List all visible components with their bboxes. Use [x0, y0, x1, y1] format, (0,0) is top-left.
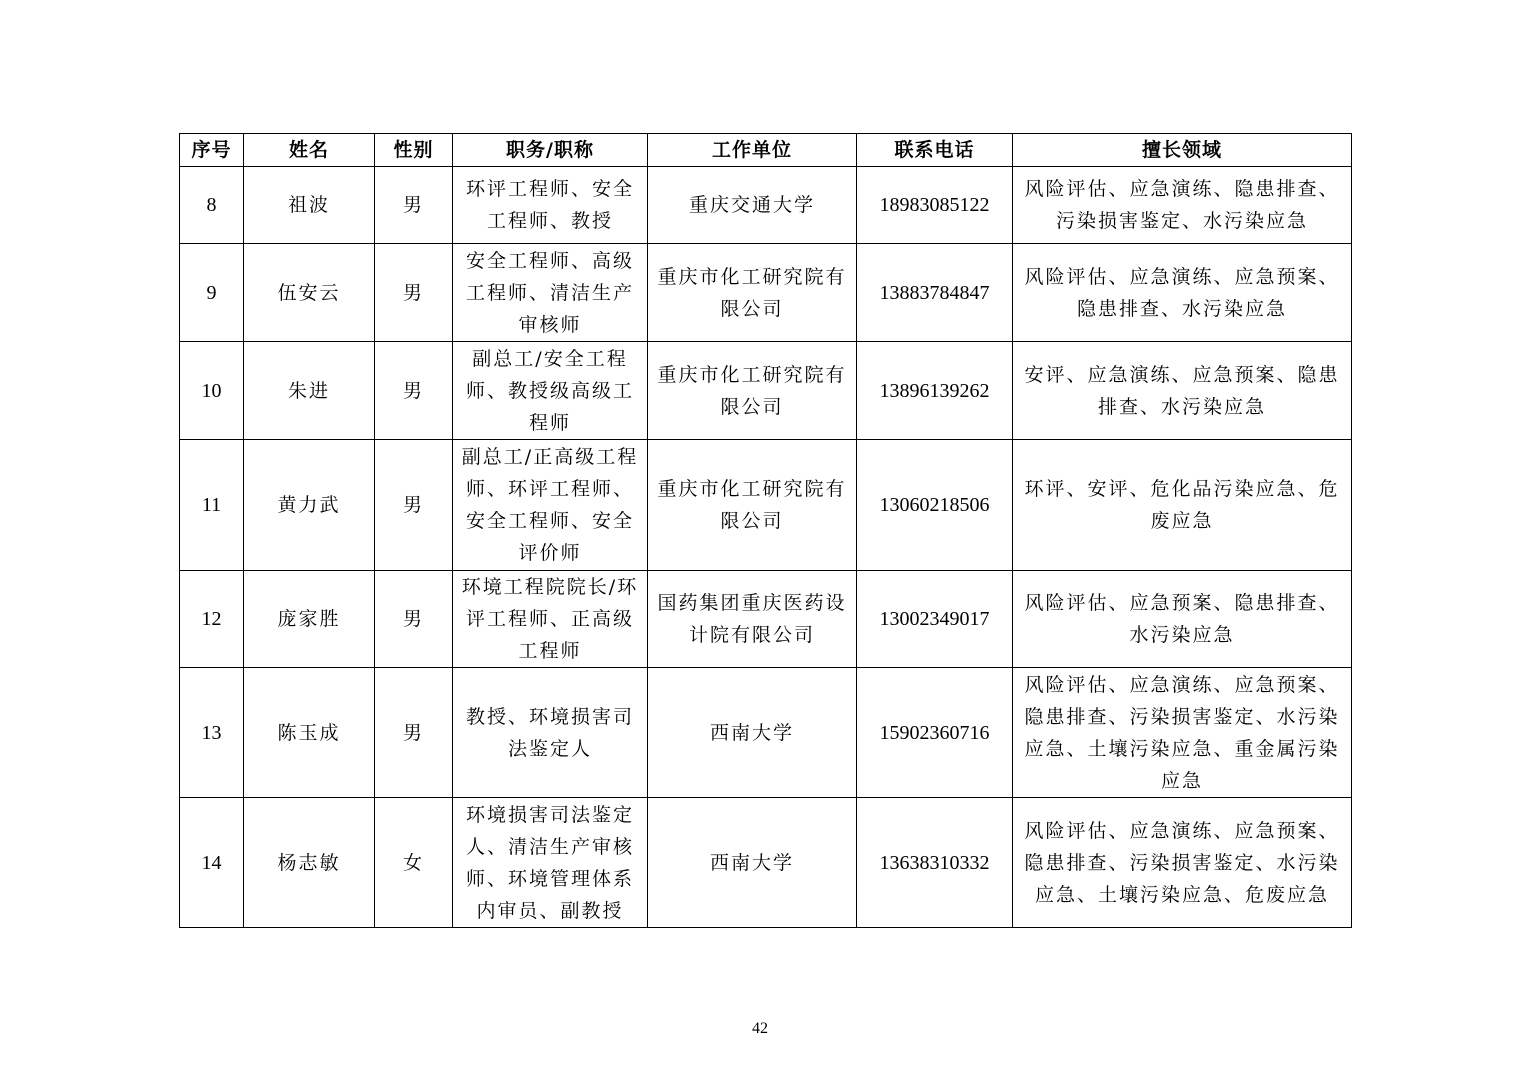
cell-field: 风险评估、应急演练、应急预案、隐患排查、污染损害鉴定、水污染应急、土壤污染应急、危废应急	[1013, 798, 1352, 928]
cell-gender: 男	[375, 668, 453, 798]
cell-gender: 男	[375, 244, 453, 342]
header-gender: 性别	[375, 134, 453, 167]
cell-phone: 13002349017	[857, 571, 1013, 668]
header-phone: 联系电话	[857, 134, 1013, 167]
page-number: 42	[752, 1020, 768, 1037]
cell-name: 祖波	[244, 167, 375, 244]
header-name: 姓名	[244, 134, 375, 167]
cell-phone: 13883784847	[857, 244, 1013, 342]
cell-title: 教授、环境损害司法鉴定人	[453, 668, 648, 798]
cell-phone: 13638310332	[857, 798, 1013, 928]
cell-org: 西南大学	[648, 798, 857, 928]
cell-no: 11	[180, 440, 244, 571]
table-row	[180, 440, 1352, 571]
cell-name: 黄力武	[244, 440, 375, 571]
table-row	[180, 571, 1352, 668]
cell-title: 安全工程师、高级工程师、清洁生产审核师	[453, 244, 648, 342]
cell-name: 杨志敏	[244, 798, 375, 928]
table-row	[180, 668, 1352, 798]
cell-no: 13	[180, 668, 244, 798]
cell-title: 环境工程院院长/环评工程师、正高级工程师	[453, 571, 648, 668]
cell-gender: 男	[375, 440, 453, 571]
table-row	[180, 798, 1352, 928]
cell-org: 重庆市化工研究院有限公司	[648, 342, 857, 440]
header-field: 擅长领域	[1013, 134, 1352, 167]
cell-org: 重庆交通大学	[648, 167, 857, 244]
cell-field: 环评、安评、危化品污染应急、危废应急	[1013, 440, 1352, 571]
cell-gender: 女	[375, 798, 453, 928]
table-header-row	[180, 134, 1352, 167]
cell-title: 环境损害司法鉴定人、清洁生产审核师、环境管理体系内审员、副教授	[453, 798, 648, 928]
cell-name: 朱进	[244, 342, 375, 440]
cell-phone: 18983085122	[857, 167, 1013, 244]
cell-field: 风险评估、应急演练、应急预案、隐患排查、污染损害鉴定、水污染应急、土壤污染应急、重金属污染应急	[1013, 668, 1352, 798]
cell-no: 9	[180, 244, 244, 342]
cell-gender: 男	[375, 571, 453, 668]
cell-gender: 男	[375, 342, 453, 440]
cell-field: 风险评估、应急演练、隐患排查、污染损害鉴定、水污染应急	[1013, 167, 1352, 244]
header-title: 职务/职称	[453, 134, 648, 167]
cell-gender: 男	[375, 167, 453, 244]
cell-phone: 13896139262	[857, 342, 1013, 440]
cell-title: 副总工/安全工程师、教授级高级工程师	[453, 342, 648, 440]
cell-field: 安评、应急演练、应急预案、隐患排查、水污染应急	[1013, 342, 1352, 440]
cell-name: 陈玉成	[244, 668, 375, 798]
cell-phone: 13060218506	[857, 440, 1013, 571]
cell-org: 重庆市化工研究院有限公司	[648, 440, 857, 571]
cell-name: 庞家胜	[244, 571, 375, 668]
header-no: 序号	[180, 134, 244, 167]
cell-no: 10	[180, 342, 244, 440]
header-org: 工作单位	[648, 134, 857, 167]
cell-org: 西南大学	[648, 668, 857, 798]
cell-field: 风险评估、应急预案、隐患排查、水污染应急	[1013, 571, 1352, 668]
cell-no: 8	[180, 167, 244, 244]
cell-title: 副总工/正高级工程师、环评工程师、安全工程师、安全评价师	[453, 440, 648, 571]
cell-no: 12	[180, 571, 244, 668]
cell-no: 14	[180, 798, 244, 928]
cell-org: 重庆市化工研究院有限公司	[648, 244, 857, 342]
table-row	[180, 167, 1352, 244]
table-row	[180, 342, 1352, 440]
cell-title: 环评工程师、安全工程师、教授	[453, 167, 648, 244]
cell-name: 伍安云	[244, 244, 375, 342]
expert-table	[179, 133, 1352, 928]
cell-phone: 15902360716	[857, 668, 1013, 798]
cell-field: 风险评估、应急演练、应急预案、隐患排查、水污染应急	[1013, 244, 1352, 342]
table-row	[180, 244, 1352, 342]
cell-org: 国药集团重庆医药设计院有限公司	[648, 571, 857, 668]
